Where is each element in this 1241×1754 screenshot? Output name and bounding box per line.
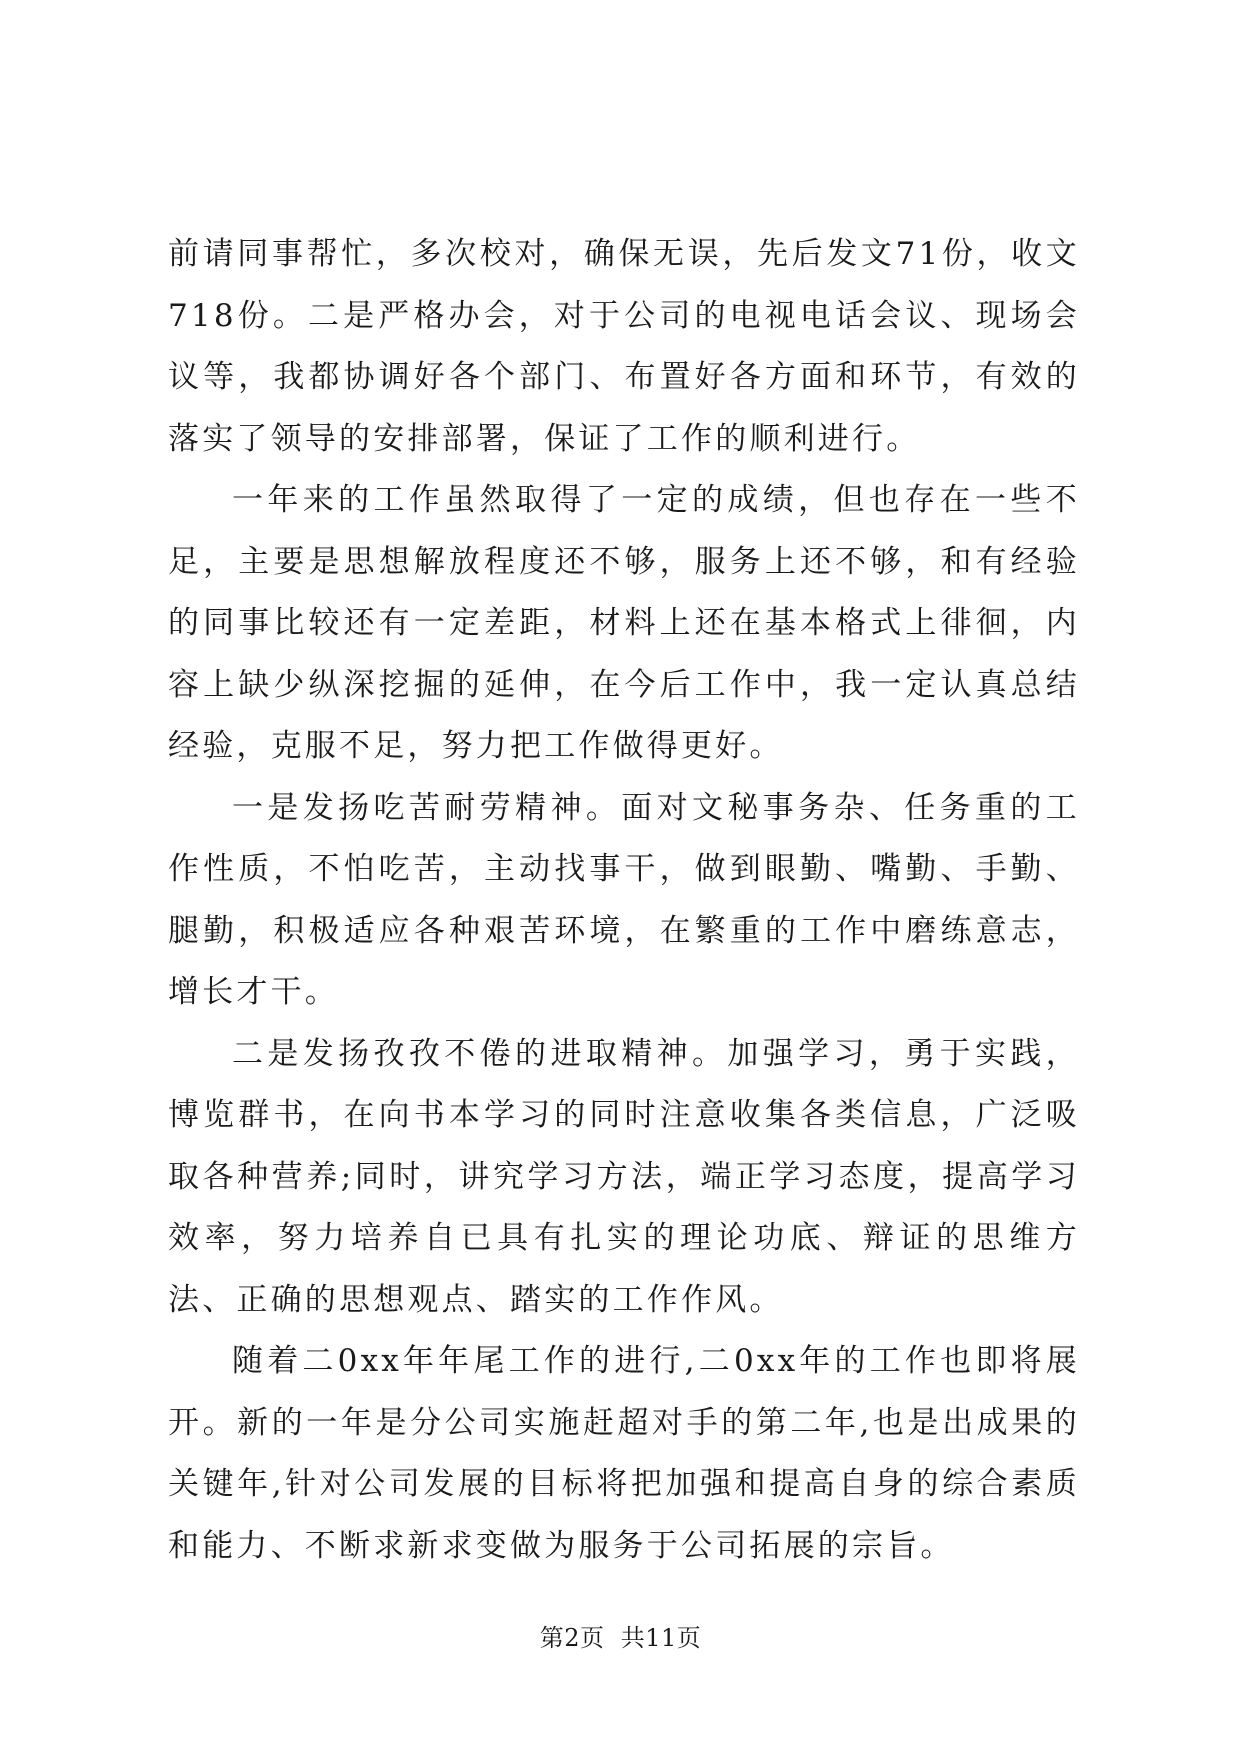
paragraph: 随着二0xx年年尾工作的进行,二0xx年的工作也即将展开。新的一年是分公司实施赶超对手的第二年,也是出成果的关键年,针对公司发展的目标将把加强和提高自身的综合素质和能力、不断求新求变做为服务于公司拓展的宗旨。: [168, 1343, 1080, 1564]
document-body: [168, 224, 1080, 1577]
paragraph: 前请同事帮忙，多次校对，确保无误，先后发文71份，收文718份。二是严格办会，对于公司的电视电话会议、现场会议等，我都协调好各个部门、布置好各方面和环节，有效的落实了领导的安排部署，保证了工作的顺利进行。: [168, 236, 1080, 457]
page-number-label: 第2页 共11页: [539, 1624, 702, 1652]
paragraph: 一年来的工作虽然取得了一定的成绩，但也存在一些不足，主要是思想解放程度还不够，服务上还不够，和有经验的同事比较还有一定差距，材料上还在基本格式上徘徊，内容上缺少纵深挖掘的延伸，在今后工作中，我一定认真总结经验，克服不足，努力把工作做得更好。: [168, 482, 1080, 764]
page-footer: [0, 1618, 1241, 1653]
paragraph: 一是发扬吃苦耐劳精神。面对文秘事务杂、任务重的工作性质，不怕吃苦，主动找事干，做到眼勤、嘴勤、手勤、腿勤，积极适应各种艰苦环境，在繁重的工作中磨练意志，增长才干。: [168, 789, 1080, 1010]
paragraph: 二是发扬孜孜不倦的进取精神。加强学习，勇于实践，博览群书，在向书本学习的同时注意收集各类信息，广泛吸取各种营养;同时，讲究学习方法，端正学习态度，提高学习效率，努力培养自已具有扎实的理论功底、辩证的思维方法、正确的思想观点、踏实的工作作风。: [168, 1035, 1080, 1318]
